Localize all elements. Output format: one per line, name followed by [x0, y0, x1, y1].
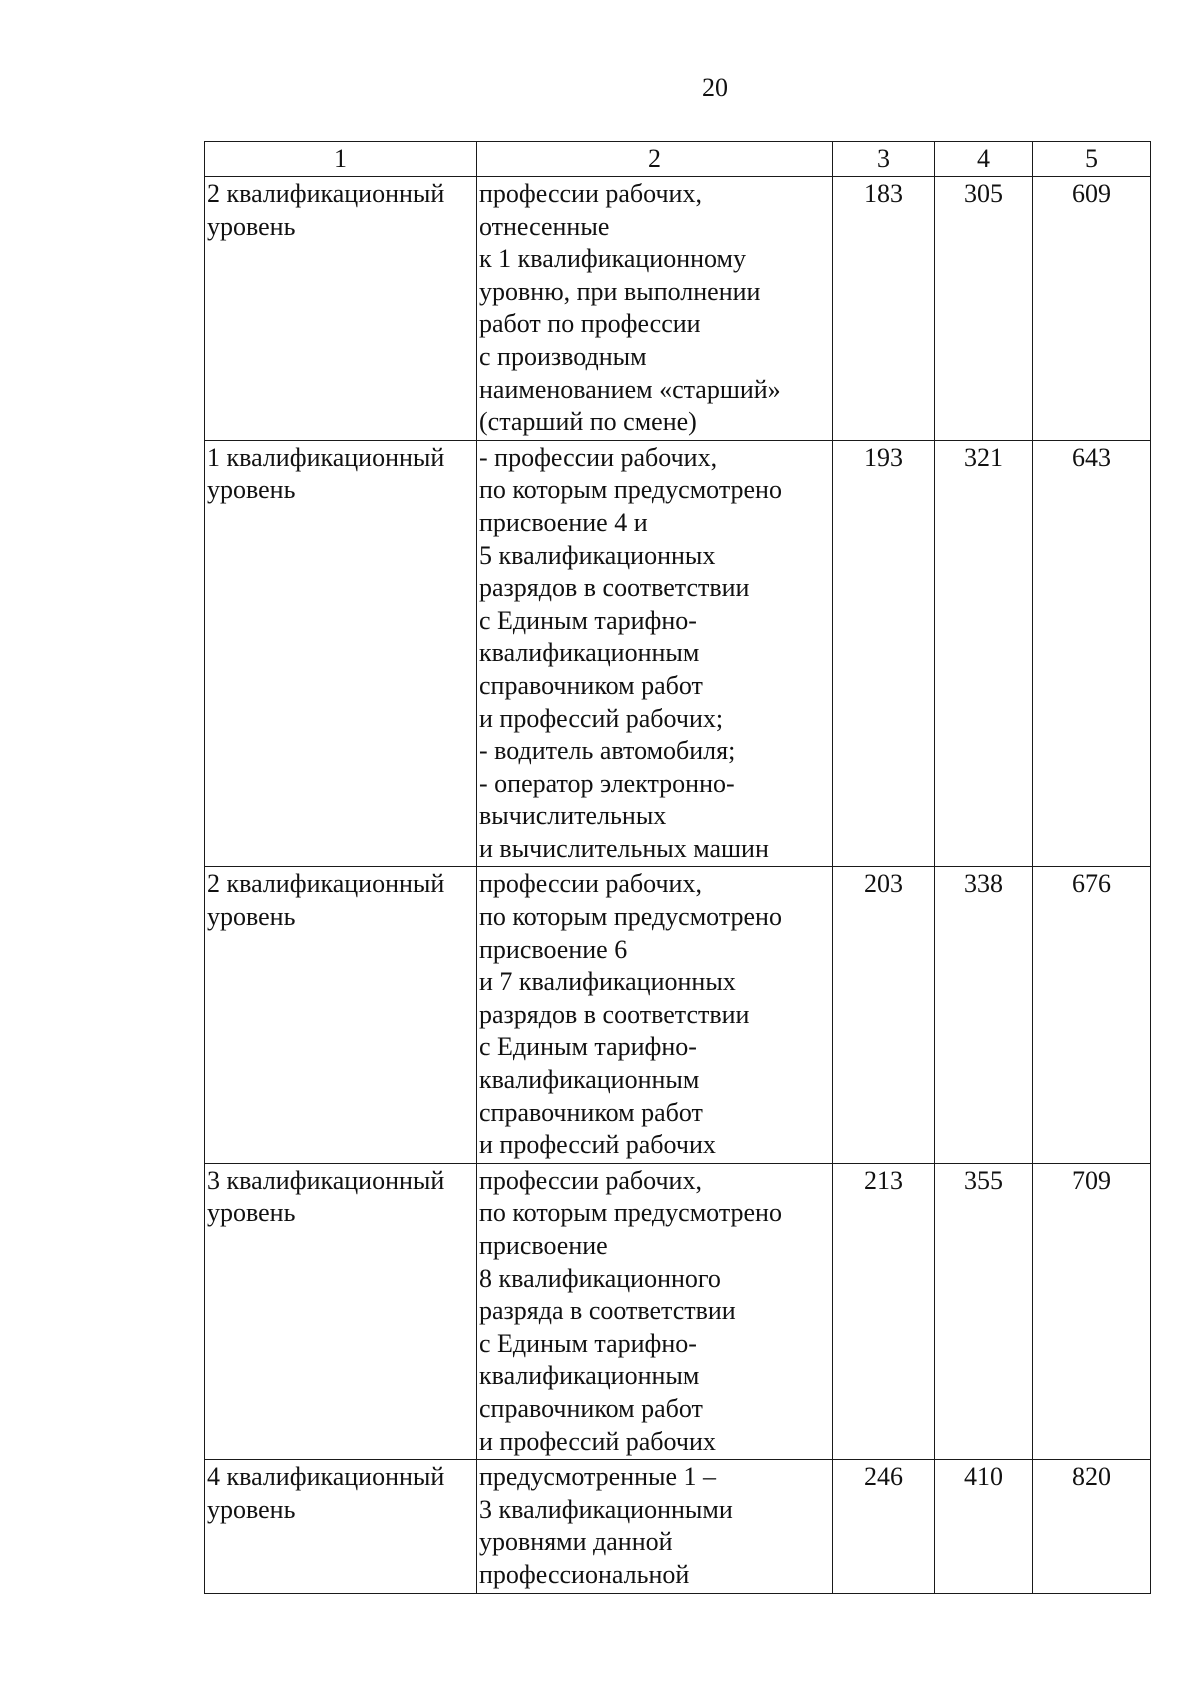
profession-description-cell — [477, 1460, 833, 1593]
profession-description-line: 5 квалификационных — [479, 540, 716, 570]
profession-description-line: присвоение — [479, 1231, 608, 1260]
header-cell: 1 — [205, 142, 477, 177]
profession-description-line: разрядов в соответствии — [479, 999, 750, 1029]
profession-description-line: работ по профессии — [479, 309, 701, 339]
profession-description-line: по которым предусмотрено — [479, 902, 782, 932]
profession-description-line: и профессий рабочих — [479, 1426, 716, 1456]
profession-description-line: (старший по смене) — [479, 407, 697, 437]
profession-description-line: с Единым тарифно- — [479, 1328, 697, 1358]
salary-table — [204, 141, 1151, 1594]
profession-description-line: 3 квалификационными — [479, 1494, 733, 1524]
value-cell-col5: 609 — [1033, 177, 1151, 441]
qualification-level-cell — [205, 177, 477, 441]
profession-description-line: наименованием «старший» — [479, 374, 781, 404]
profession-description-line: разряда в соответствии — [479, 1296, 736, 1326]
header-cell: 4 — [935, 142, 1033, 177]
qualification-level-line: уровень — [207, 211, 296, 241]
qualification-level-line: 4 квалификационный — [207, 1462, 445, 1492]
value-cell-col4: 355 — [935, 1163, 1033, 1459]
table-row — [205, 867, 1151, 1163]
table-row — [205, 1163, 1151, 1459]
qualification-level-line: 1 квалификационный — [207, 442, 445, 472]
qualification-level-line: 2 квалификационный — [207, 869, 445, 899]
table-row — [205, 440, 1151, 867]
header-cell: 2 — [477, 142, 833, 177]
profession-description-line: вычислительных — [479, 801, 667, 831]
qualification-level-line: уровень — [207, 475, 296, 505]
value-cell-col5: 676 — [1033, 867, 1151, 1163]
qualification-level-cell — [205, 867, 477, 1163]
value-cell-col5: 643 — [1033, 440, 1151, 867]
header-cell: 3 — [833, 142, 935, 177]
qualification-level-cell — [205, 1460, 477, 1593]
profession-description-line: и профессий рабочих — [479, 1130, 716, 1160]
profession-description-line: квалификационным — [479, 1361, 700, 1391]
profession-description-line: уровню, при выполнении — [479, 276, 761, 306]
profession-description-line: с Единым тарифно- — [479, 1032, 697, 1062]
value-cell-col4: 321 — [935, 440, 1033, 867]
profession-description-line: - профессии рабочих, — [479, 442, 718, 472]
profession-description-line: и профессий рабочих; — [479, 703, 724, 733]
page-number: 20 — [702, 73, 728, 102]
profession-description-line: профессии рабочих, — [479, 1165, 702, 1195]
profession-description-line: с Единым тарифно- — [479, 605, 697, 635]
value-cell-col5: 820 — [1033, 1460, 1151, 1593]
value-cell-col3: 183 — [833, 177, 935, 441]
profession-description-cell — [477, 440, 833, 867]
profession-description-line: квалификационным — [479, 1065, 700, 1095]
value-cell-col4: 305 — [935, 177, 1033, 441]
profession-description-line: профессии рабочих, — [479, 179, 702, 208]
table-row — [205, 1460, 1151, 1593]
qualification-level-cell — [205, 440, 477, 867]
value-cell-col3: 213 — [833, 1163, 935, 1459]
profession-description-cell — [477, 177, 833, 441]
profession-description-cell — [477, 1163, 833, 1459]
value-cell-col4: 338 — [935, 867, 1033, 1163]
value-cell-col4: 410 — [935, 1460, 1033, 1593]
qualification-level-line: уровень — [207, 1494, 296, 1524]
profession-description-line: присвоение 4 и — [479, 507, 648, 537]
profession-description-line: с производным — [479, 341, 647, 371]
profession-description-line: к 1 квалификационному — [479, 244, 747, 274]
table-body — [205, 142, 1151, 1594]
profession-description-line: справочником работ — [479, 670, 703, 700]
profession-description-line: справочником работ — [479, 1393, 703, 1423]
profession-description-line: уровнями данной — [479, 1527, 673, 1557]
qualification-level-line: 2 квалификационный — [207, 179, 445, 208]
profession-description-line: - оператор электронно- — [479, 768, 735, 798]
profession-description-line: присвоение 6 — [479, 934, 628, 964]
profession-description-line: и 7 квалификационных — [479, 967, 736, 997]
qualification-level-line: уровень — [207, 1198, 296, 1228]
value-cell-col3: 203 — [833, 867, 935, 1163]
profession-description-line: 8 квалификационного — [479, 1263, 721, 1293]
qualification-level-cell — [205, 1163, 477, 1459]
profession-description-line: и вычислительных машин — [479, 833, 769, 863]
profession-description-line: профессии рабочих, — [479, 869, 702, 899]
qualification-level-line: уровень — [207, 902, 296, 932]
profession-description-line: - водитель автомобиля; — [479, 736, 736, 766]
profession-description-cell — [477, 867, 833, 1163]
value-cell-col3: 246 — [833, 1460, 935, 1593]
value-cell-col5: 709 — [1033, 1163, 1151, 1459]
profession-description-line: разрядов в соответствии — [479, 573, 750, 603]
profession-description-line: квалификационным — [479, 638, 700, 668]
profession-description-line: по которым предусмотрено — [479, 475, 782, 505]
profession-description-line: отнесенные — [479, 211, 610, 241]
qualification-level-line: 3 квалификационный — [207, 1165, 445, 1195]
profession-description-line: профессиональной — [479, 1559, 690, 1589]
profession-description-line: по которым предусмотрено — [479, 1198, 782, 1228]
table-row — [205, 177, 1151, 441]
table-header-row — [205, 142, 1151, 177]
header-cell: 5 — [1033, 142, 1151, 177]
profession-description-line: справочником работ — [479, 1097, 703, 1127]
value-cell-col3: 193 — [833, 440, 935, 867]
profession-description-line: предусмотренные 1 – — [479, 1462, 717, 1492]
